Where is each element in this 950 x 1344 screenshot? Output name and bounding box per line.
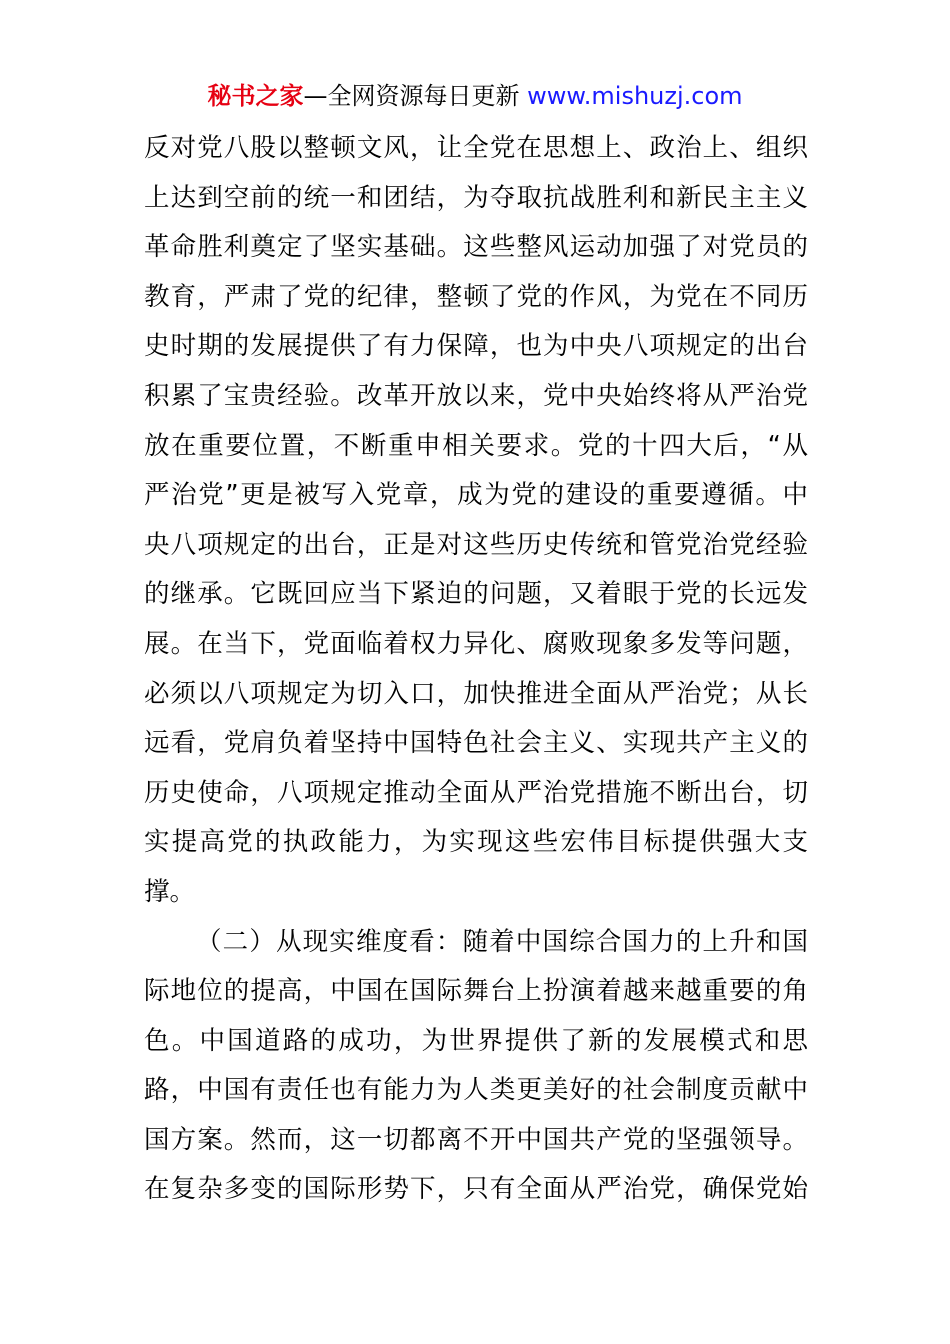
text-line: 反对党八股以整顿文风，让全党在思想上、政治上、组织 <box>144 133 808 163</box>
paragraph-start-line: （二）从现实维度看：随着中国综合国力的上升和国 <box>196 926 808 957</box>
text-line: 的继承。它既回应当下紧迫的问题，又着眼于党的长远发 <box>144 579 808 610</box>
text-line: 必须以八项规定为切入口，加快推进全面从严治党；从长 <box>144 678 808 709</box>
text-line: 国方案。然而，这一切都离不开中国共产党的坚强领导。 <box>144 1124 808 1155</box>
text-line: 际地位的提高，中国在国际舞台上扮演着越来越重要的角 <box>144 976 808 1007</box>
site-brand: 秘书之家 <box>207 82 304 110</box>
text-line: 革命胜利奠定了坚实基础。这些整风运动加强了对党员的 <box>144 232 808 263</box>
text-line: 在复杂多变的国际形势下，只有全面从严治党，确保党始 <box>144 1174 808 1205</box>
text-line: 实提高党的执政能力，为实现这些宏伟目标提供强大支 <box>144 827 808 858</box>
text-line: 教育，严肃了党的纪律，整顿了党的作风，为党在不同历 <box>144 281 808 312</box>
text-line: 严治党”更是被写入党章，成为党的建设的重要遵循。中 <box>144 480 808 511</box>
text-line: 央八项规定的出台，正是对这些历史传统和管党治党经验 <box>144 529 808 560</box>
site-url-link[interactable]: www.mishuzj.com <box>527 82 743 110</box>
document-body <box>144 124 808 1215</box>
paragraph-end-line: 撑。 <box>144 876 196 907</box>
text-line: 史时期的发展提供了有力保障，也为中央八项规定的出台 <box>144 331 808 362</box>
text-line: 色。中国道路的成功，为世界提供了新的发展模式和思 <box>144 1025 808 1056</box>
text-line: 上达到空前的统一和团结，为夺取抗战胜利和新民主主义 <box>144 182 808 213</box>
text-line: 远看，党肩负着坚持中国特色社会主义、实现共产主义的 <box>144 728 808 759</box>
text-line: 历史使命，八项规定推动全面从严治党措施不断出台，切 <box>144 777 808 808</box>
text-line: 放在重要位置，不断重申相关要求。党的十四大后，“从 <box>144 430 808 461</box>
text-line: 积累了宝贵经验。改革开放以来，党中央始终将从严治党 <box>144 380 808 411</box>
site-tagline: —全网资源每日更新 <box>303 82 528 110</box>
text-line: 路，中国有责任也有能力为人类更美好的社会制度贡献中 <box>144 1075 808 1106</box>
text-line: 展。在当下，党面临着权力异化、腐败现象多发等问题， <box>144 628 808 659</box>
site-header <box>0 80 950 112</box>
